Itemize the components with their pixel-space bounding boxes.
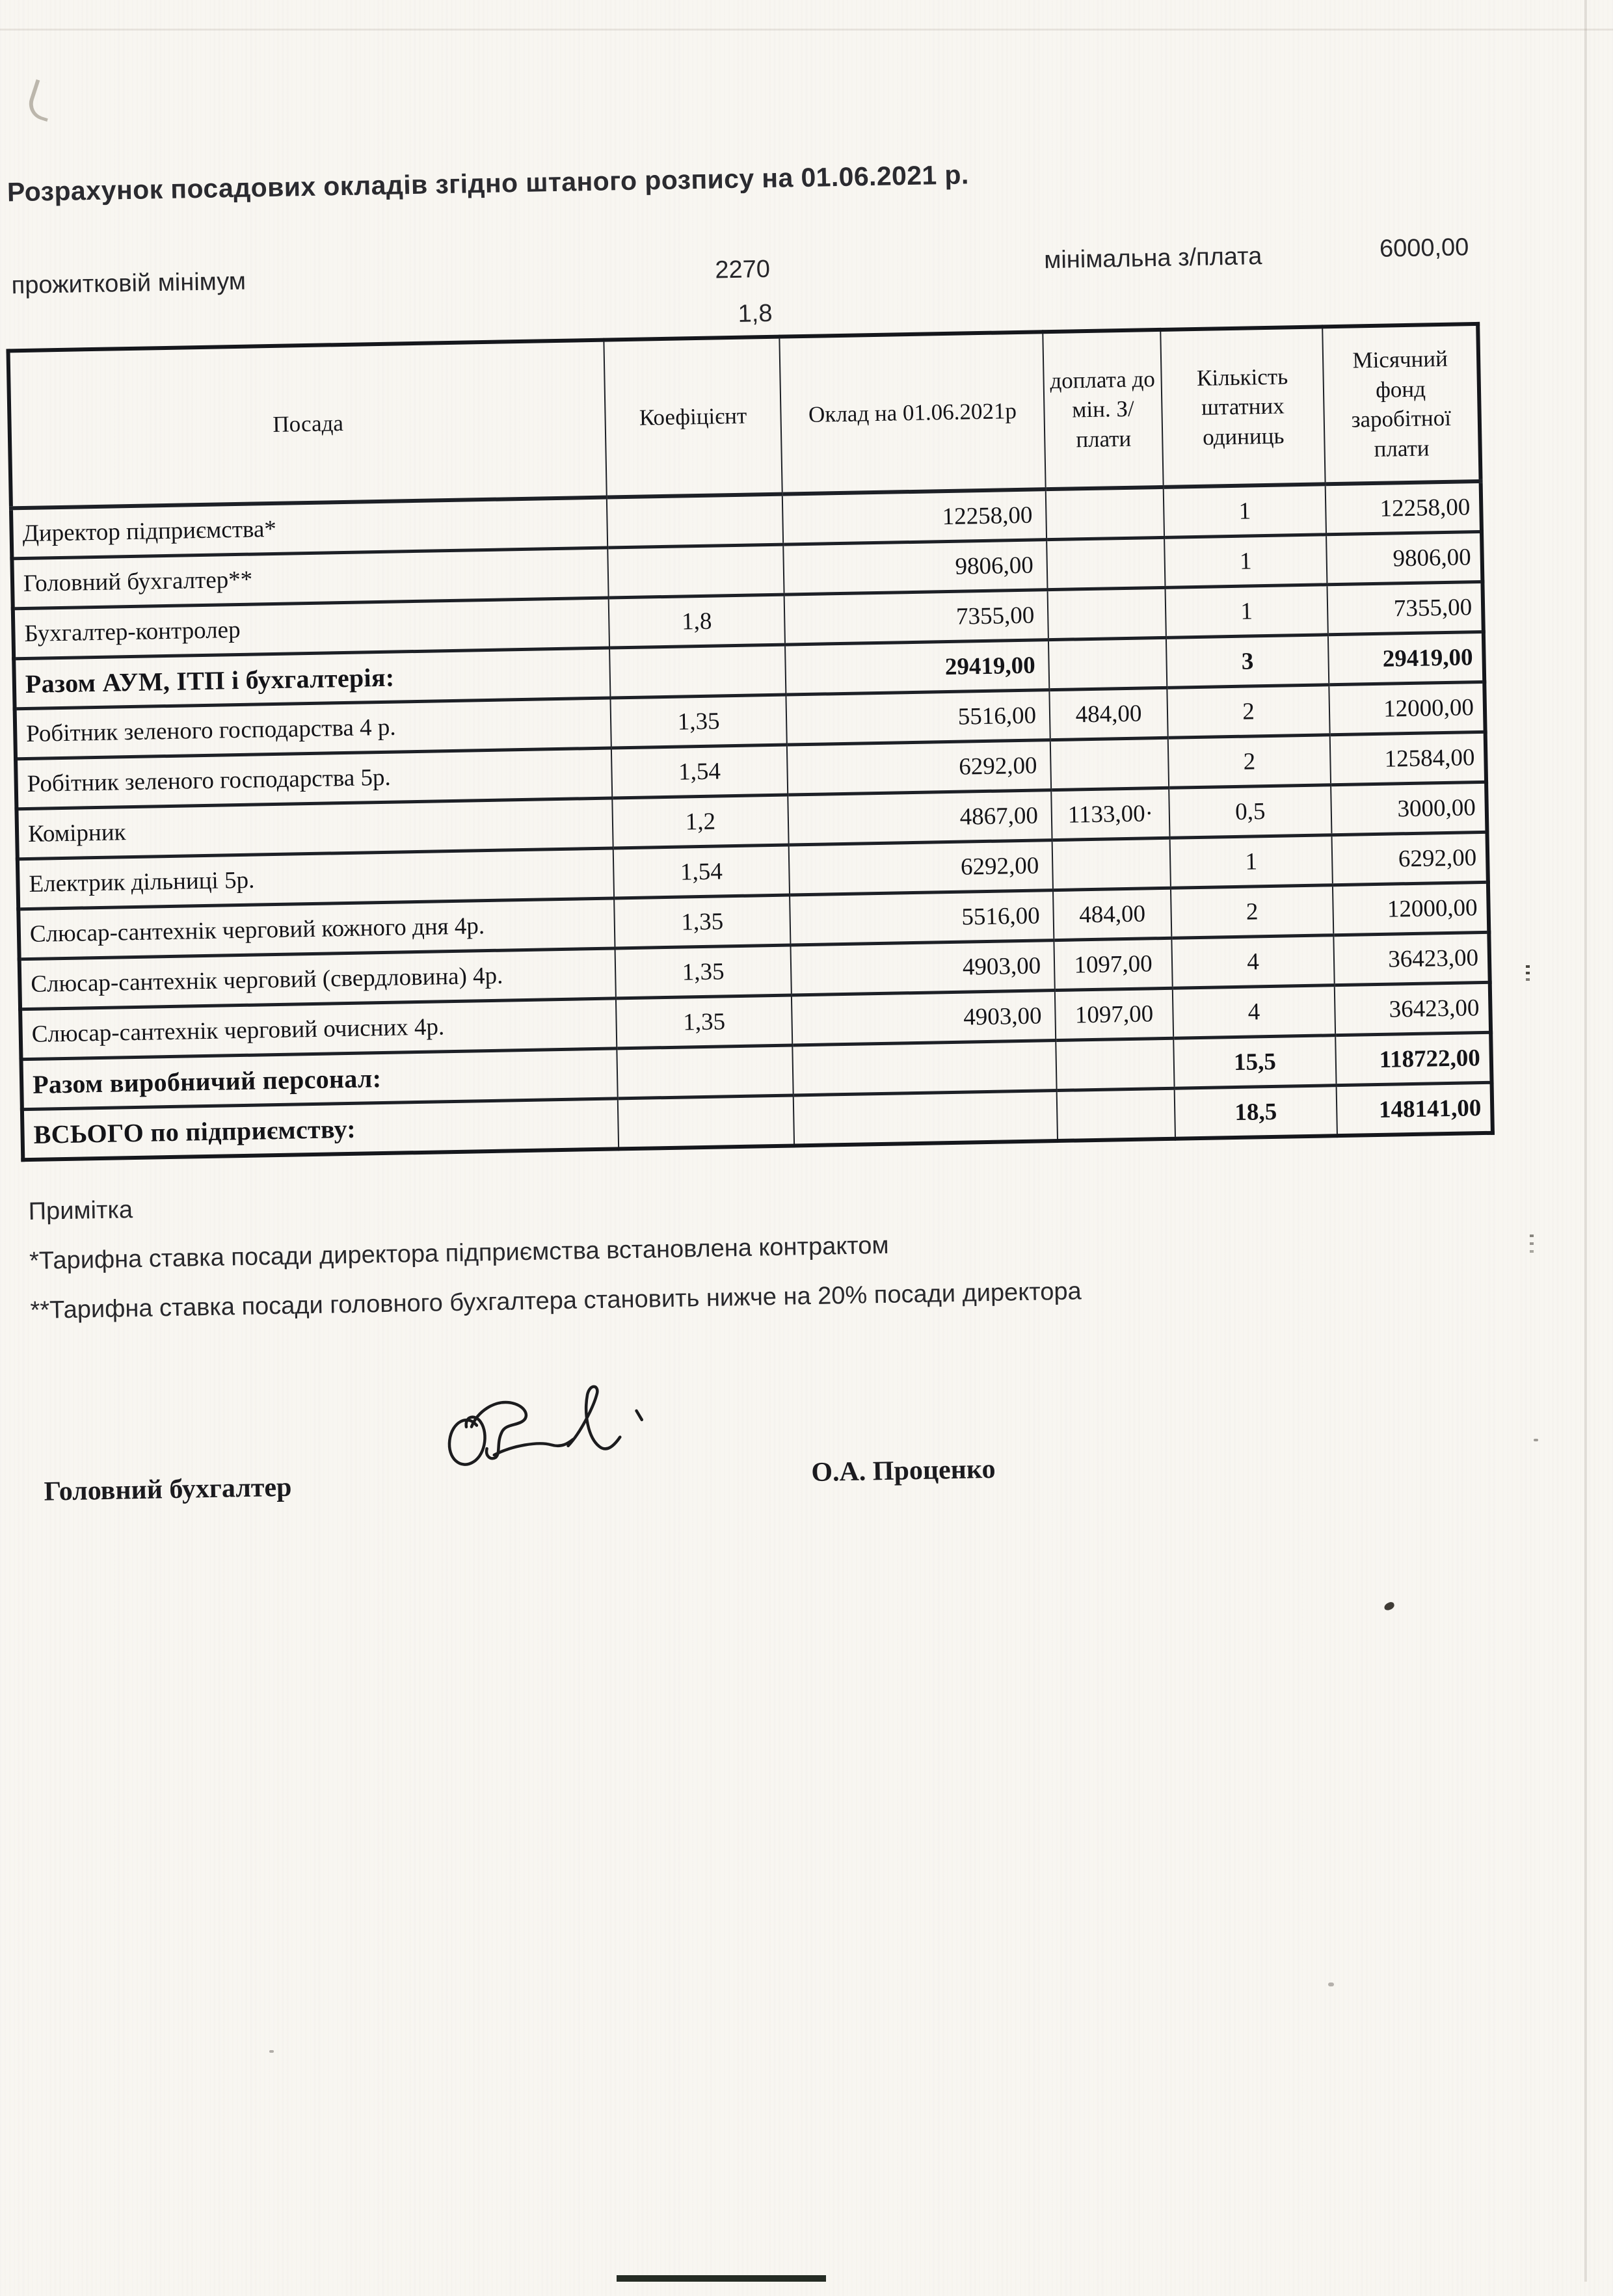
position-cell: Разом виробничий персонал: (21, 1048, 617, 1110)
subsistence-minimum-label: прожитковій мінімум (11, 267, 247, 300)
coefficient-cell: 1,8 (609, 594, 785, 648)
units-cell: 18,5 (1175, 1086, 1337, 1139)
fund-cell: 36423,00 (1333, 932, 1489, 985)
table-body (11, 481, 1493, 1160)
units-cell: 2 (1168, 735, 1331, 788)
fund-cell: 12000,00 (1333, 882, 1489, 935)
coefficient-cell: 1,35 (615, 945, 792, 998)
position-cell: Робітник зеленого господарства 5р. (16, 748, 612, 809)
supplement-cell: 484,00 (1049, 687, 1167, 740)
fund-cell: 36423,00 (1335, 982, 1491, 1035)
fund-cell: 7355,00 (1327, 581, 1483, 634)
salary-cell: 4903,00 (790, 941, 1054, 995)
salary-cell: 6292,00 (789, 840, 1053, 895)
signature-name: О.А. Проценко (810, 1454, 996, 1488)
coefficient-cell (607, 494, 783, 548)
salary-table (6, 322, 1495, 1162)
supplement-cell (1057, 1088, 1175, 1141)
base-coefficient-value: 1,8 (738, 299, 773, 328)
coefficient-cell: 1,54 (611, 745, 788, 798)
fund-cell: 12584,00 (1330, 732, 1486, 784)
scan-edge-top (0, 29, 1613, 31)
salary-cell: 12258,00 (782, 489, 1046, 544)
salary-cell (792, 1041, 1056, 1095)
position-cell: ВСЬОГО по підприємству: (22, 1099, 619, 1160)
position-cell: Слюсар-сантехнік черговий очисних 4р. (20, 998, 617, 1060)
salary-cell: 9806,00 (783, 540, 1047, 594)
table-header-row (8, 324, 1481, 508)
coefficient-cell: 1,2 (612, 795, 788, 848)
position-cell: Електрик дільниці 5р. (18, 848, 614, 909)
salary-cell: 6292,00 (787, 740, 1051, 795)
supplement-cell: 484,00 (1053, 888, 1171, 940)
page-title: Розрахунок посадових окладів згідно штаного розпису на 01.06.2021 р. (7, 159, 970, 207)
supplement-cell: 1097,00 (1054, 938, 1172, 990)
fund-cell: 12258,00 (1326, 481, 1482, 535)
units-cell: 15,5 (1173, 1035, 1336, 1089)
supplement-cell: 1097,00 (1055, 988, 1173, 1040)
supplement-cell (1048, 587, 1166, 639)
salary-cell: 5516,00 (790, 890, 1054, 945)
position-cell: Головний бухгалтер** (12, 548, 608, 609)
position-cell: Слюсар-сантехнік черговий (свердловина) 4р. (20, 948, 616, 1009)
fund-cell: 29419,00 (1328, 632, 1484, 684)
supplement-cell (1052, 838, 1171, 890)
fund-cell: 9806,00 (1326, 531, 1482, 584)
scan-speck (1534, 1439, 1538, 1441)
header-position: Посада (8, 340, 607, 509)
coefficient-cell (618, 1095, 794, 1149)
supplement-cell (1048, 637, 1167, 689)
units-cell: 1 (1164, 535, 1327, 588)
position-cell: Бухгалтер-контролер (13, 598, 609, 659)
units-cell: 4 (1171, 935, 1334, 989)
fund-cell: 3000,00 (1331, 782, 1487, 834)
units-cell: 0,5 (1169, 785, 1331, 838)
minimum-wage-value: 6000,00 (1379, 234, 1469, 263)
note-director: *Тарифна ставка посади директора підприємства встановлена контрактом (29, 1231, 889, 1275)
note-chief-accountant: **Тарифна ставка посади головного бухгалтера становить нижче на 20% посади директора (30, 1277, 1082, 1325)
scan-speck (1328, 1982, 1334, 1986)
supplement-cell (1046, 487, 1164, 540)
coefficient-cell (607, 544, 784, 598)
position-cell: Разом АУМ, ІТП і бухгалтерія: (14, 648, 610, 709)
supplement-cell (1046, 537, 1165, 589)
units-cell: 1 (1165, 585, 1327, 638)
position-cell: Слюсар-сантехнік черговий кожного дня 4р. (18, 898, 615, 959)
fund-cell: 6292,00 (1332, 832, 1488, 885)
header-staff-units: Кількість штатних одиниць (1160, 327, 1325, 487)
scan-edge-bottom (617, 2275, 826, 2282)
units-cell: 1 (1170, 835, 1333, 888)
salary-cell: 4867,00 (788, 790, 1052, 845)
supplement-cell (1056, 1038, 1174, 1090)
salary-cell: 5516,00 (786, 690, 1050, 745)
coefficient-cell (617, 1045, 793, 1099)
position-cell: Робітник зеленого господарства 4 р. (15, 698, 611, 759)
units-cell: 2 (1171, 885, 1333, 939)
fund-cell: 118722,00 (1335, 1032, 1491, 1085)
scan-speck (1530, 1235, 1534, 1237)
fund-cell: 148141,00 (1337, 1082, 1493, 1136)
coefficient-cell: 1,35 (614, 895, 790, 948)
salary-cell (793, 1091, 1058, 1146)
header-salary: Оклад на 01.06.2021р (779, 332, 1045, 494)
fund-cell: 12000,00 (1329, 682, 1485, 734)
header-coefficient: Коефіцієнт (604, 337, 782, 498)
signature-role-label: Головний бухгалтер (44, 1472, 292, 1507)
coefficient-cell: 1,54 (613, 845, 790, 898)
salary-cell: 29419,00 (785, 640, 1049, 695)
scan-speck (1526, 965, 1530, 968)
units-cell: 2 (1167, 685, 1329, 738)
supplement-cell (1050, 738, 1169, 790)
scan-edge-right (1584, 0, 1587, 2282)
coefficient-cell: 1,35 (610, 695, 786, 748)
header-supplement: доплата до мін. З/плати (1043, 330, 1163, 489)
salary-cell: 7355,00 (784, 590, 1048, 645)
units-cell: 1 (1164, 484, 1326, 537)
coefficient-cell: 1,35 (616, 995, 792, 1048)
header-monthly-fund: Місячний фонд заробітної плати (1322, 324, 1480, 484)
position-cell: Директор підприємства* (11, 498, 607, 559)
notes-title: Примітка (28, 1196, 133, 1226)
supplement-cell: 1133,00· (1051, 788, 1169, 840)
subsistence-minimum-value: 2270 (715, 255, 771, 284)
units-cell: 3 (1166, 635, 1329, 688)
salary-cell: 4903,00 (792, 991, 1056, 1045)
handwritten-signature (438, 1382, 665, 1489)
coefficient-cell (609, 645, 786, 698)
position-cell: Комірник (16, 798, 613, 859)
minimum-wage-label: мінімальна з/плата (1043, 243, 1262, 274)
scan-speck (269, 2050, 274, 2053)
units-cell: 4 (1173, 985, 1335, 1039)
